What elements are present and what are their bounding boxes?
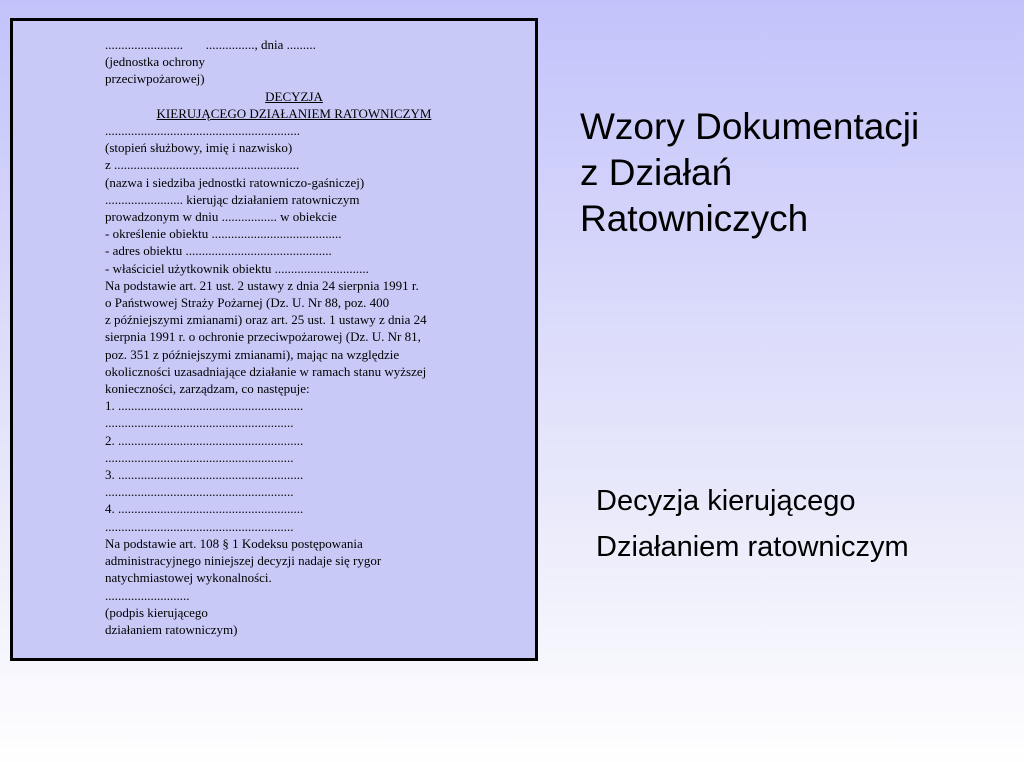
form-line: ............................................................ (105, 123, 300, 139)
decision-form-text (105, 36, 483, 638)
slide-title-line: Wzory Dokumentacji (580, 106, 920, 147)
slide-subtitle-line: Działaniem ratowniczym (596, 531, 909, 563)
form-title: KIERUJĄCEGO DZIAŁANIEM RATOWNICZYM (156, 105, 432, 121)
form-line: z ......................................................... (105, 157, 300, 173)
document-frame (10, 18, 538, 661)
form-line: ........................ kierując działaniem ratowniczym (105, 191, 360, 207)
form-header-line: przeciwpożarowej) (105, 71, 205, 87)
form-line: - określenie obiektu ........................................ (105, 226, 342, 242)
form-line: .......................................................... (105, 484, 294, 500)
form-line: z późniejszymi zmianami) oraz art. 25 ust. 1 ustawy z dnia 24 (105, 312, 427, 328)
form-line: - właściciel użytkownik obiektu ............................. (105, 260, 369, 276)
form-line: .......................................................... (105, 518, 294, 534)
form-line: 4. ......................................................... (105, 501, 304, 517)
form-header-line: ........................ ..............., dnia ......... (105, 37, 316, 52)
form-title: DECYZJA (265, 88, 323, 104)
slide-subtitle-line: Decyzja kierującego (596, 485, 856, 517)
slide-title (580, 104, 919, 242)
form-line: (stopień służbowy, imię i nazwisko) (105, 140, 293, 156)
form-line: natychmiastowej wykonalności. (105, 570, 272, 586)
slide-subtitle (596, 478, 909, 570)
form-line: poz. 351 z późniejszymi zmianami), mając na względzie (105, 346, 400, 362)
form-line: konieczności, zarządzam, co następuje: (105, 381, 310, 397)
form-line: sierpnia 1991 r. o ochronie przeciwpożarowej (Dz. U. Nr 81, (105, 329, 421, 345)
form-line: .......................................................... (105, 449, 294, 465)
form-line: Na podstawie art. 21 ust. 2 ustawy z dnia 24 sierpnia 1991 r. (105, 277, 419, 293)
form-line: 2. ......................................................... (105, 432, 304, 448)
form-line: (podpis kierującego (105, 604, 208, 620)
form-line: administracyjnego niniejszej decyzji nadaje się rygor (105, 553, 382, 569)
form-line: okoliczności uzasadniające działanie w ramach stanu wyższej (105, 363, 427, 379)
form-line: o Państwowej Straży Pożarnej (Dz. U. Nr 88, poz. 400 (105, 295, 390, 311)
form-header-line: (jednostka ochrony (105, 54, 206, 70)
form-line: 1. ......................................................... (105, 398, 304, 414)
form-line: .......................................................... (105, 415, 294, 431)
form-line: działaniem ratowniczym) (105, 621, 238, 637)
slide-title-line: Ratowniczych (580, 198, 809, 239)
form-line: 3. ......................................................... (105, 467, 304, 483)
form-line: .......................... (105, 587, 190, 603)
form-line: - adres obiektu ............................................. (105, 243, 332, 259)
form-line: (nazwa i siedziba jednostki ratowniczo-gaśniczej) (105, 174, 365, 190)
form-line: prowadzonym w dniu ................. w obiekcie (105, 209, 337, 225)
form-line: Na podstawie art. 108 § 1 Kodeksu postępowania (105, 535, 363, 551)
slide-title-line: z Działań (580, 152, 733, 193)
